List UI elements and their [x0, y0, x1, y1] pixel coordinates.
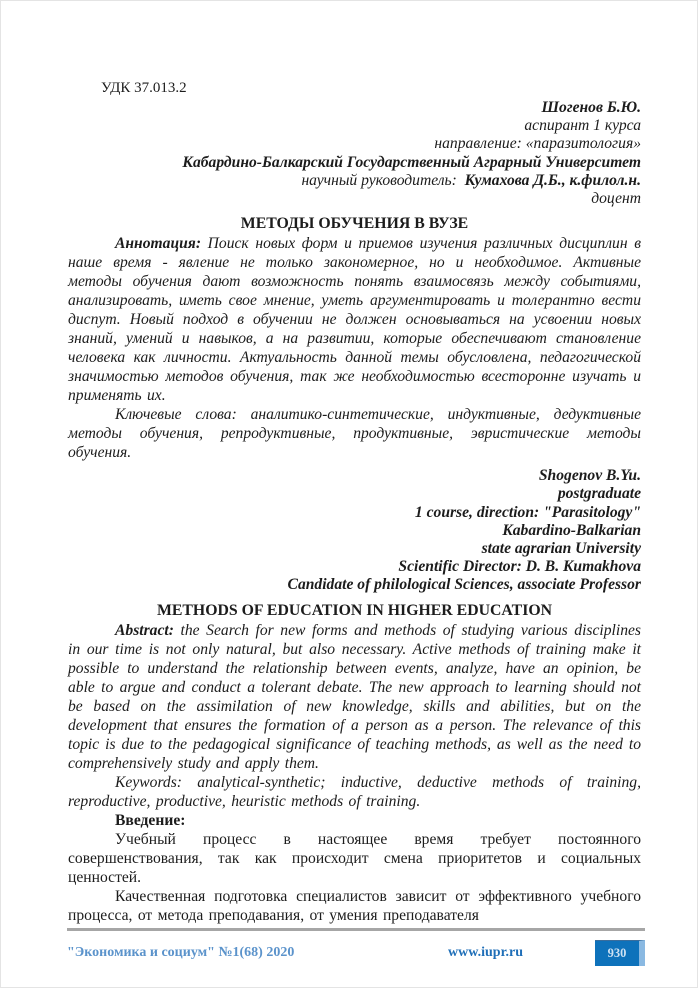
abstract-label-en: Abstract:: [115, 621, 174, 639]
udc-number: УДК 37.013.2: [101, 80, 187, 96]
intro-heading: Введение:: [115, 811, 186, 829]
advisor-prefix-ru: научный руководитель:: [301, 171, 457, 189]
abstract-ru: [68, 234, 641, 405]
journal-website: www.iupr.ru: [448, 945, 523, 960]
author-role-en: postgraduate: [557, 485, 641, 503]
author-university-ru: Кабардино-Балкарский Государственный Аграрный Университет: [182, 153, 641, 171]
author-block-en: [68, 467, 641, 594]
title-en: METHODS OF EDUCATION IN HIGHER EDUCATION: [156, 601, 553, 619]
keywords-en: [68, 773, 641, 811]
advisor-title-ru: доцент: [591, 190, 641, 208]
journal-name: "Экономика и социум" №1(68) 2020: [67, 945, 295, 960]
author-university-en-2: state agrarian University: [481, 540, 641, 558]
author-name-ru: Шогенов Б.Ю.: [541, 99, 641, 116]
author-university-en-1: Kabardino-Balkarian: [502, 521, 641, 539]
abstract-label-ru: Аннотация:: [115, 235, 202, 253]
author-name-en: Shogenov B.Yu.: [538, 467, 641, 485]
author-direction-en: 1 course, direction: "Parasitology": [414, 503, 641, 521]
keywords-ru: [68, 405, 641, 462]
advisor-en: Scientific Director: D. B. Kumakhova: [398, 558, 641, 576]
intro-paragraph-1: Учебный процесс в настоящее время требует постоянного совершенствования, так как происходит смена приоритетов и социальных ценностей.: [68, 830, 641, 886]
keywords-label-ru: Ключевые слова:: [115, 406, 237, 424]
keywords-text-en: analytical-synthetic; inductive, deductive methods of training, reproductive, productive, heuristic methods of training.: [68, 773, 641, 810]
page-number-badge: 930: [595, 940, 645, 966]
advisor-name-ru: Кумахова Д.Б., к.филол.н.: [464, 171, 641, 189]
author-role-ru: аспирант 1 курса: [524, 117, 641, 135]
abstract-text-ru: Поиск новых форм и приемов изучения различных дисциплин в наше время - явление не только закономерное, но и необходимое. Активные методы обучения дают возможность понять взаимосвязь между событиями, анализировать, иметь свое мнение, уметь аргументировать и толерантно вести диспут. Новый подход в обучении не должен основываться на усвоении новых знаний, умений и навыков, а на развитии, которые обеспечивают становление человека как личности. Актуальность данной темы обусловлена, педагогической значимостью методов обучения, так же необходимостью всесторонне изучать и применять их.: [68, 235, 641, 405]
abstract-text-en: the Search for new forms and methods of studying various disciplines in our time is not only natural, but also necessary. Active methods of training make it possible to understand the relationship between events, analyze, have an opinion, be able to argue and conduct a tolerant debate. The new approach to learning should not be based on the assimilation of new knowledge, skills and abilities, but on the development that ensures the formation of a person as a person. The relevance of this topic is due to the pedagogical significance of teaching methods, as well as the need to comprehensively study and apply them.: [68, 621, 641, 772]
author-direction-ru: направление: «паразитология»: [434, 135, 641, 153]
keywords-label-en: Keywords:: [115, 773, 182, 791]
title-ru: МЕТОДЫ ОБУЧЕНИЯ В ВУЗЕ: [240, 215, 469, 233]
page-content: [68, 79, 641, 925]
page-footer: [67, 928, 645, 966]
intro-paragraph-2: Качественная подготовка специалистов зависит от эффективного учебного процесса, от метода преподавания, от умения преподавателя: [68, 887, 641, 924]
advisor-line-ru: [68, 172, 641, 190]
abstract-en: [68, 621, 641, 773]
author-block-ru: [68, 99, 641, 208]
advisor-title-en: Candidate of philological Sciences, associate Professor: [287, 576, 641, 594]
keywords-text-ru: аналитико-синтетические, индуктивные, дедуктивные методы обучения, репродуктивные, продуктивные, эвристические методы обучения.: [68, 406, 641, 462]
